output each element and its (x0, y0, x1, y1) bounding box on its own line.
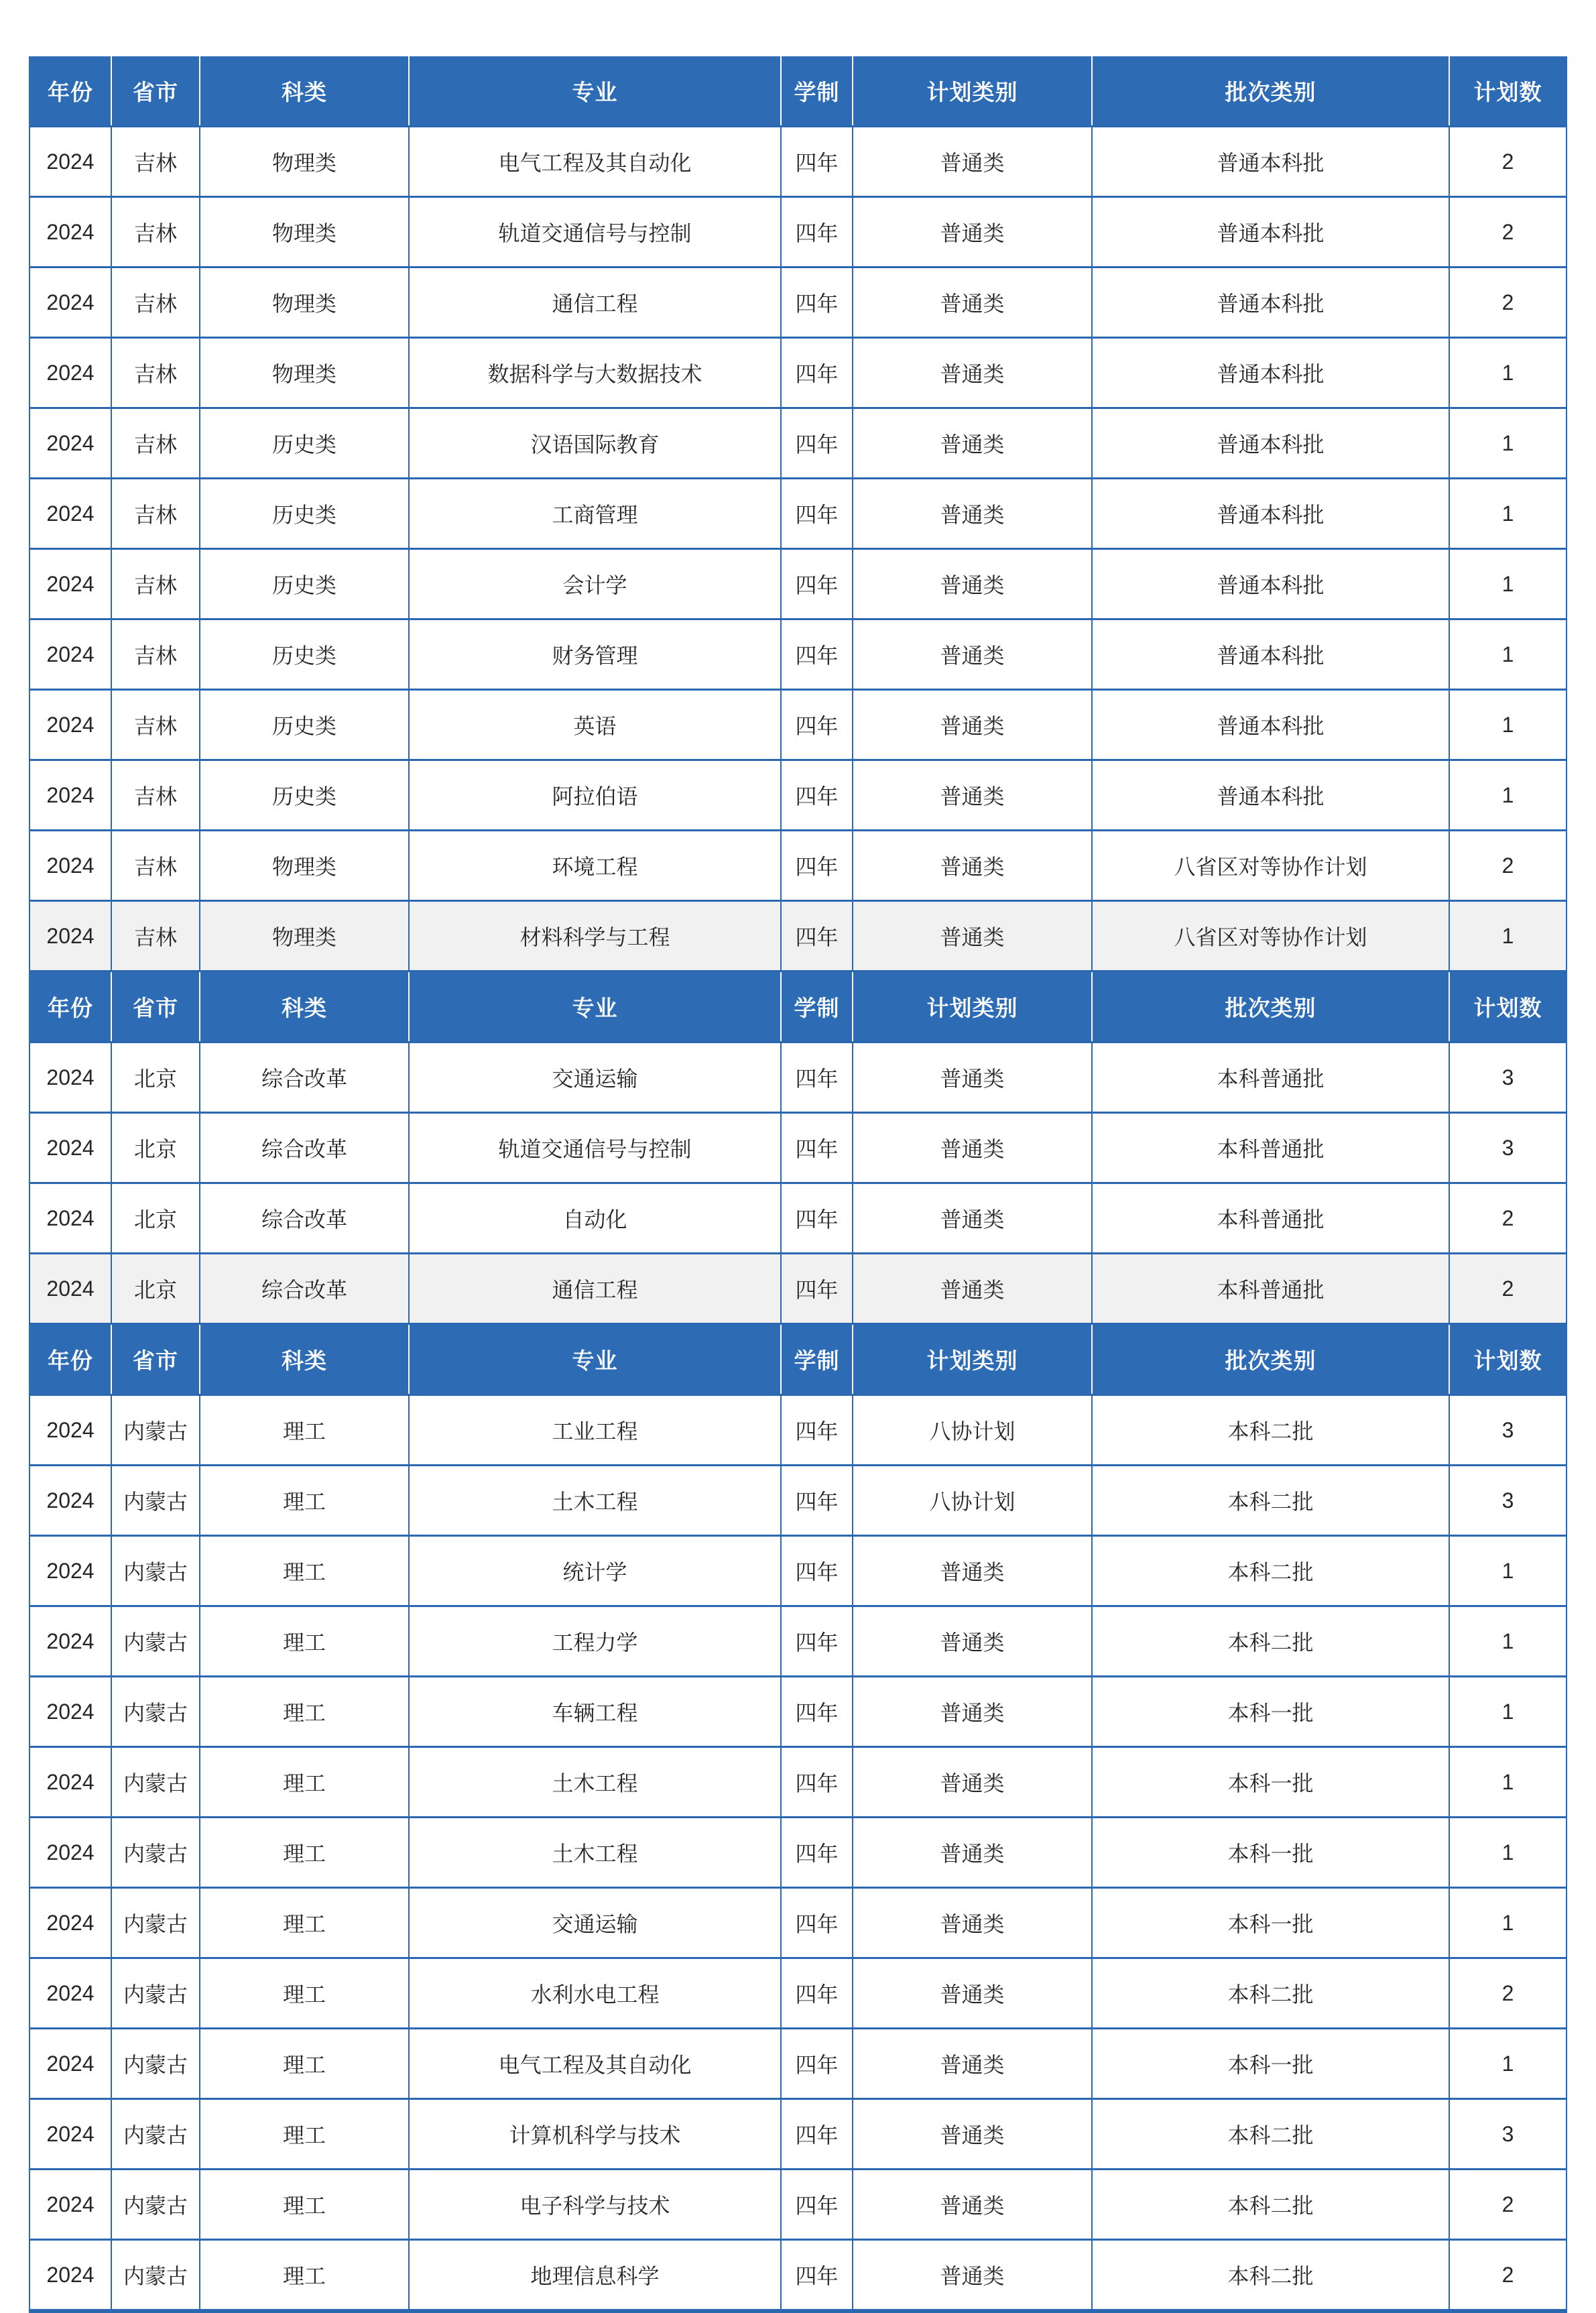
table-row (29, 1536, 1567, 1606)
major-cell: 地理信息科学 (409, 2240, 781, 2312)
major-cell: 土木工程 (409, 1818, 781, 1888)
plan-count-cell: 1 (1449, 2029, 1567, 2099)
table-row (29, 901, 1567, 971)
subject-type-cell: 理工 (200, 1818, 409, 1888)
plan-type-cell: 普通类 (853, 2099, 1092, 2170)
plan-count-cell: 2 (1449, 2240, 1567, 2312)
province-cell: 吉林 (111, 831, 200, 901)
subject-type-cell: 理工 (200, 2099, 409, 2170)
table-row (29, 1888, 1567, 1958)
major-cell: 土木工程 (409, 1466, 781, 1536)
plan-count-cell: 1 (1449, 338, 1567, 408)
province-cell: 吉林 (111, 690, 200, 760)
duration-cell: 四年 (781, 901, 853, 971)
column-header-plan-type: 计划类别 (853, 1324, 1092, 1395)
column-header-major: 专业 (409, 56, 781, 127)
plan-type-cell: 普通类 (853, 197, 1092, 268)
plan-count-cell: 3 (1449, 1043, 1567, 1113)
subject-type-cell: 理工 (200, 1677, 409, 1747)
batch-type-cell: 本科二批 (1092, 1536, 1449, 1606)
year-cell: 2024 (29, 2240, 111, 2312)
province-cell: 北京 (111, 1113, 200, 1183)
province-cell: 内蒙古 (111, 2029, 200, 2099)
province-cell: 内蒙古 (111, 1818, 200, 1888)
major-cell: 电气工程及其自动化 (409, 2029, 781, 2099)
column-header-year: 年份 (29, 971, 111, 1043)
year-cell: 2024 (29, 1888, 111, 1958)
plan-type-cell: 普通类 (853, 479, 1092, 549)
year-cell: 2024 (29, 2170, 111, 2240)
major-cell: 材料科学与工程 (409, 901, 781, 971)
table-row (29, 1183, 1567, 1254)
duration-cell: 四年 (781, 1254, 853, 1324)
admission-plan-table (29, 56, 1567, 2313)
table-row (29, 619, 1567, 690)
plan-count-cell: 2 (1449, 268, 1567, 338)
column-header-province: 省市 (111, 971, 200, 1043)
major-cell: 轨道交通信号与控制 (409, 1113, 781, 1183)
year-cell: 2024 (29, 1466, 111, 1536)
subject-type-cell: 理工 (200, 1606, 409, 1677)
duration-cell: 四年 (781, 549, 853, 619)
batch-type-cell: 本科一批 (1092, 1677, 1449, 1747)
plan-type-cell: 普通类 (853, 127, 1092, 197)
year-cell: 2024 (29, 1113, 111, 1183)
table-row (29, 1958, 1567, 2029)
year-cell: 2024 (29, 268, 111, 338)
province-cell: 吉林 (111, 760, 200, 831)
table-row (29, 1818, 1567, 1888)
plan-type-cell: 普通类 (853, 831, 1092, 901)
subject-type-cell: 历史类 (200, 619, 409, 690)
plan-count-cell: 1 (1449, 1536, 1567, 1606)
batch-type-cell: 本科二批 (1092, 1395, 1449, 1466)
duration-cell: 四年 (781, 1747, 853, 1818)
column-header-plan-count: 计划数 (1449, 971, 1567, 1043)
duration-cell: 四年 (781, 1606, 853, 1677)
province-cell: 北京 (111, 1254, 200, 1324)
year-cell: 2024 (29, 1395, 111, 1466)
duration-cell: 四年 (781, 268, 853, 338)
year-cell: 2024 (29, 197, 111, 268)
plan-count-cell: 3 (1449, 1395, 1567, 1466)
year-cell: 2024 (29, 901, 111, 971)
subject-type-cell: 理工 (200, 1466, 409, 1536)
column-header-plan-count: 计划数 (1449, 56, 1567, 127)
major-cell: 交通运输 (409, 1888, 781, 1958)
duration-cell: 四年 (781, 197, 853, 268)
province-cell: 北京 (111, 1183, 200, 1254)
column-header-year: 年份 (29, 1324, 111, 1395)
plan-type-cell: 普通类 (853, 619, 1092, 690)
major-cell: 阿拉伯语 (409, 760, 781, 831)
table-row (29, 408, 1567, 479)
plan-count-cell: 1 (1449, 1606, 1567, 1677)
batch-type-cell: 八省区对等协作计划 (1092, 831, 1449, 901)
subject-type-cell: 理工 (200, 1747, 409, 1818)
subject-type-cell: 历史类 (200, 408, 409, 479)
province-cell: 吉林 (111, 901, 200, 971)
column-header-subject-type: 科类 (200, 971, 409, 1043)
duration-cell: 四年 (781, 479, 853, 549)
batch-type-cell: 本科二批 (1092, 2099, 1449, 2170)
plan-count-cell: 1 (1449, 408, 1567, 479)
subject-type-cell: 理工 (200, 1395, 409, 1466)
major-cell: 自动化 (409, 1183, 781, 1254)
duration-cell: 四年 (781, 338, 853, 408)
year-cell: 2024 (29, 1043, 111, 1113)
duration-cell: 四年 (781, 1043, 853, 1113)
major-cell: 财务管理 (409, 619, 781, 690)
province-cell: 吉林 (111, 197, 200, 268)
table-row (29, 127, 1567, 197)
year-cell: 2024 (29, 1254, 111, 1324)
province-cell: 吉林 (111, 619, 200, 690)
subject-type-cell: 物理类 (200, 831, 409, 901)
plan-count-cell: 2 (1449, 127, 1567, 197)
major-cell: 电子科学与技术 (409, 2170, 781, 2240)
major-cell: 电气工程及其自动化 (409, 127, 781, 197)
batch-type-cell: 普通本科批 (1092, 479, 1449, 549)
major-cell: 车辆工程 (409, 1677, 781, 1747)
table-row (29, 1254, 1567, 1324)
duration-cell: 四年 (781, 1818, 853, 1888)
table-row (29, 2099, 1567, 2170)
table-row (29, 197, 1567, 268)
province-cell: 内蒙古 (111, 1888, 200, 1958)
year-cell: 2024 (29, 1818, 111, 1888)
major-cell: 数据科学与大数据技术 (409, 338, 781, 408)
duration-cell: 四年 (781, 127, 853, 197)
subject-type-cell: 综合改革 (200, 1183, 409, 1254)
duration-cell: 四年 (781, 690, 853, 760)
duration-cell: 四年 (781, 1888, 853, 1958)
batch-type-cell: 普通本科批 (1092, 619, 1449, 690)
year-cell: 2024 (29, 690, 111, 760)
year-cell: 2024 (29, 760, 111, 831)
major-cell: 汉语国际教育 (409, 408, 781, 479)
batch-type-cell: 普通本科批 (1092, 338, 1449, 408)
year-cell: 2024 (29, 1183, 111, 1254)
major-cell: 英语 (409, 690, 781, 760)
table-row (29, 1113, 1567, 1183)
column-header-year: 年份 (29, 56, 111, 127)
subject-type-cell: 理工 (200, 2170, 409, 2240)
subject-type-cell: 历史类 (200, 549, 409, 619)
subject-type-cell: 综合改革 (200, 1254, 409, 1324)
year-cell: 2024 (29, 1606, 111, 1677)
batch-type-cell: 普通本科批 (1092, 690, 1449, 760)
table-row (29, 549, 1567, 619)
plan-type-cell: 普通类 (853, 1113, 1092, 1183)
plan-count-cell: 1 (1449, 549, 1567, 619)
plan-type-cell: 普通类 (853, 408, 1092, 479)
column-header-province: 省市 (111, 1324, 200, 1395)
plan-type-cell: 普通类 (853, 1254, 1092, 1324)
table-header-row (29, 1324, 1567, 1395)
plan-type-cell: 普通类 (853, 1958, 1092, 2029)
major-cell: 工程力学 (409, 1606, 781, 1677)
subject-type-cell: 历史类 (200, 479, 409, 549)
duration-cell: 四年 (781, 2240, 853, 2312)
batch-type-cell: 普通本科批 (1092, 268, 1449, 338)
year-cell: 2024 (29, 831, 111, 901)
province-cell: 内蒙古 (111, 1395, 200, 1466)
duration-cell: 四年 (781, 1536, 853, 1606)
province-cell: 内蒙古 (111, 1677, 200, 1747)
province-cell: 吉林 (111, 338, 200, 408)
plan-type-cell: 普通类 (853, 268, 1092, 338)
table-row (29, 1043, 1567, 1113)
year-cell: 2024 (29, 127, 111, 197)
duration-cell: 四年 (781, 2099, 853, 2170)
major-cell: 交通运输 (409, 1043, 781, 1113)
year-cell: 2024 (29, 2099, 111, 2170)
column-header-plan-type: 计划类别 (853, 971, 1092, 1043)
column-header-plan-type: 计划类别 (853, 56, 1092, 127)
plan-type-cell: 八协计划 (853, 1466, 1092, 1536)
batch-type-cell: 本科普通批 (1092, 1043, 1449, 1113)
table-row (29, 338, 1567, 408)
batch-type-cell: 八省区对等协作计划 (1092, 901, 1449, 971)
province-cell: 内蒙古 (111, 1606, 200, 1677)
batch-type-cell: 本科一批 (1092, 2029, 1449, 2099)
year-cell: 2024 (29, 2029, 111, 2099)
major-cell: 统计学 (409, 1536, 781, 1606)
year-cell: 2024 (29, 549, 111, 619)
plan-type-cell: 普通类 (853, 549, 1092, 619)
plan-type-cell: 普通类 (853, 1888, 1092, 1958)
year-cell: 2024 (29, 1677, 111, 1747)
plan-type-cell: 普通类 (853, 2029, 1092, 2099)
year-cell: 2024 (29, 1536, 111, 1606)
table-row (29, 1606, 1567, 1677)
plan-count-cell: 2 (1449, 1254, 1567, 1324)
column-header-subject-type: 科类 (200, 1324, 409, 1395)
table-row (29, 690, 1567, 760)
plan-count-cell: 1 (1449, 901, 1567, 971)
province-cell: 内蒙古 (111, 2240, 200, 2312)
column-header-batch-type: 批次类别 (1092, 1324, 1449, 1395)
column-header-batch-type: 批次类别 (1092, 56, 1449, 127)
plan-count-cell: 1 (1449, 1888, 1567, 1958)
year-cell: 2024 (29, 1958, 111, 2029)
plan-count-cell: 1 (1449, 690, 1567, 760)
subject-type-cell: 物理类 (200, 127, 409, 197)
plan-type-cell: 普通类 (853, 901, 1092, 971)
batch-type-cell: 本科二批 (1092, 2240, 1449, 2312)
major-cell: 轨道交通信号与控制 (409, 197, 781, 268)
duration-cell: 四年 (781, 1677, 853, 1747)
province-cell: 北京 (111, 1043, 200, 1113)
plan-type-cell: 普通类 (853, 338, 1092, 408)
batch-type-cell: 普通本科批 (1092, 549, 1449, 619)
column-header-subject-type: 科类 (200, 56, 409, 127)
plan-count-cell: 3 (1449, 2099, 1567, 2170)
batch-type-cell: 普通本科批 (1092, 127, 1449, 197)
plan-type-cell: 普通类 (853, 1677, 1092, 1747)
table-row (29, 1466, 1567, 1536)
major-cell: 通信工程 (409, 268, 781, 338)
table-row (29, 1395, 1567, 1466)
batch-type-cell: 本科普通批 (1092, 1183, 1449, 1254)
province-cell: 吉林 (111, 127, 200, 197)
table-row (29, 1677, 1567, 1747)
subject-type-cell: 物理类 (200, 901, 409, 971)
plan-count-cell: 2 (1449, 831, 1567, 901)
table-header-row (29, 971, 1567, 1043)
duration-cell: 四年 (781, 831, 853, 901)
subject-type-cell: 综合改革 (200, 1043, 409, 1113)
major-cell: 工业工程 (409, 1395, 781, 1466)
plan-type-cell: 普通类 (853, 1606, 1092, 1677)
plan-type-cell: 普通类 (853, 1536, 1092, 1606)
subject-type-cell: 物理类 (200, 197, 409, 268)
column-header-duration: 学制 (781, 56, 853, 127)
province-cell: 内蒙古 (111, 2099, 200, 2170)
duration-cell: 四年 (781, 2029, 853, 2099)
subject-type-cell: 历史类 (200, 690, 409, 760)
subject-type-cell: 历史类 (200, 760, 409, 831)
batch-type-cell: 普通本科批 (1092, 760, 1449, 831)
plan-type-cell: 普通类 (853, 1183, 1092, 1254)
plan-count-cell: 2 (1449, 1958, 1567, 2029)
major-cell: 土木工程 (409, 1747, 781, 1818)
plan-type-cell: 普通类 (853, 690, 1092, 760)
table-row (29, 2029, 1567, 2099)
major-cell: 会计学 (409, 549, 781, 619)
subject-type-cell: 理工 (200, 1536, 409, 1606)
province-cell: 内蒙古 (111, 1466, 200, 1536)
province-cell: 内蒙古 (111, 1958, 200, 2029)
province-cell: 吉林 (111, 549, 200, 619)
plan-count-cell: 3 (1449, 1466, 1567, 1536)
plan-count-cell: 1 (1449, 479, 1567, 549)
year-cell: 2024 (29, 408, 111, 479)
subject-type-cell: 综合改革 (200, 1113, 409, 1183)
plan-type-cell: 普通类 (853, 760, 1092, 831)
province-cell: 内蒙古 (111, 1536, 200, 1606)
major-cell: 工商管理 (409, 479, 781, 549)
plan-count-cell: 2 (1449, 197, 1567, 268)
duration-cell: 四年 (781, 1395, 853, 1466)
major-cell: 水利水电工程 (409, 1958, 781, 2029)
batch-type-cell: 本科一批 (1092, 1888, 1449, 1958)
plan-type-cell: 普通类 (853, 2240, 1092, 2312)
year-cell: 2024 (29, 338, 111, 408)
year-cell: 2024 (29, 1747, 111, 1818)
plan-type-cell: 普通类 (853, 1043, 1092, 1113)
plan-type-cell: 普通类 (853, 2170, 1092, 2240)
province-cell: 内蒙古 (111, 2170, 200, 2240)
column-header-plan-count: 计划数 (1449, 1324, 1567, 1395)
column-header-batch-type: 批次类别 (1092, 971, 1449, 1043)
major-cell: 通信工程 (409, 1254, 781, 1324)
plan-count-cell: 1 (1449, 1818, 1567, 1888)
subject-type-cell: 物理类 (200, 338, 409, 408)
subject-type-cell: 理工 (200, 2029, 409, 2099)
major-cell: 环境工程 (409, 831, 781, 901)
year-cell: 2024 (29, 479, 111, 549)
duration-cell: 四年 (781, 619, 853, 690)
table-row (29, 479, 1567, 549)
batch-type-cell: 本科一批 (1092, 1818, 1449, 1888)
batch-type-cell: 本科二批 (1092, 2170, 1449, 2240)
duration-cell: 四年 (781, 1113, 853, 1183)
table-row (29, 2240, 1567, 2312)
batch-type-cell: 本科普通批 (1092, 1113, 1449, 1183)
subject-type-cell: 理工 (200, 1958, 409, 2029)
column-header-duration: 学制 (781, 971, 853, 1043)
batch-type-cell: 本科一批 (1092, 1747, 1449, 1818)
table-header-row (29, 56, 1567, 127)
province-cell: 吉林 (111, 268, 200, 338)
plan-count-cell: 3 (1449, 1113, 1567, 1183)
province-cell: 吉林 (111, 408, 200, 479)
plan-type-cell: 普通类 (853, 1818, 1092, 1888)
subject-type-cell: 理工 (200, 2240, 409, 2312)
province-cell: 吉林 (111, 479, 200, 549)
plan-count-cell: 1 (1449, 760, 1567, 831)
plan-count-cell: 1 (1449, 619, 1567, 690)
duration-cell: 四年 (781, 1183, 853, 1254)
duration-cell: 四年 (781, 1466, 853, 1536)
batch-type-cell: 普通本科批 (1092, 408, 1449, 479)
duration-cell: 四年 (781, 408, 853, 479)
batch-type-cell: 本科普通批 (1092, 1254, 1449, 1324)
column-header-duration: 学制 (781, 1324, 853, 1395)
table-row (29, 831, 1567, 901)
plan-type-cell: 普通类 (853, 1747, 1092, 1818)
plan-type-cell: 八协计划 (853, 1395, 1092, 1466)
duration-cell: 四年 (781, 2170, 853, 2240)
batch-type-cell: 本科二批 (1092, 1958, 1449, 2029)
column-header-major: 专业 (409, 971, 781, 1043)
duration-cell: 四年 (781, 1958, 853, 2029)
subject-type-cell: 物理类 (200, 268, 409, 338)
plan-count-cell: 2 (1449, 2170, 1567, 2240)
table-row (29, 760, 1567, 831)
table-row (29, 2170, 1567, 2240)
plan-count-cell: 2 (1449, 1183, 1567, 1254)
table-row (29, 268, 1567, 338)
plan-count-cell: 1 (1449, 1747, 1567, 1818)
batch-type-cell: 本科二批 (1092, 1466, 1449, 1536)
column-header-province: 省市 (111, 56, 200, 127)
batch-type-cell: 普通本科批 (1092, 197, 1449, 268)
plan-count-cell: 1 (1449, 1677, 1567, 1747)
table-row (29, 1747, 1567, 1818)
column-header-major: 专业 (409, 1324, 781, 1395)
subject-type-cell: 理工 (200, 1888, 409, 1958)
duration-cell: 四年 (781, 760, 853, 831)
year-cell: 2024 (29, 619, 111, 690)
batch-type-cell: 本科二批 (1092, 1606, 1449, 1677)
major-cell: 计算机科学与技术 (409, 2099, 781, 2170)
province-cell: 内蒙古 (111, 1747, 200, 1818)
